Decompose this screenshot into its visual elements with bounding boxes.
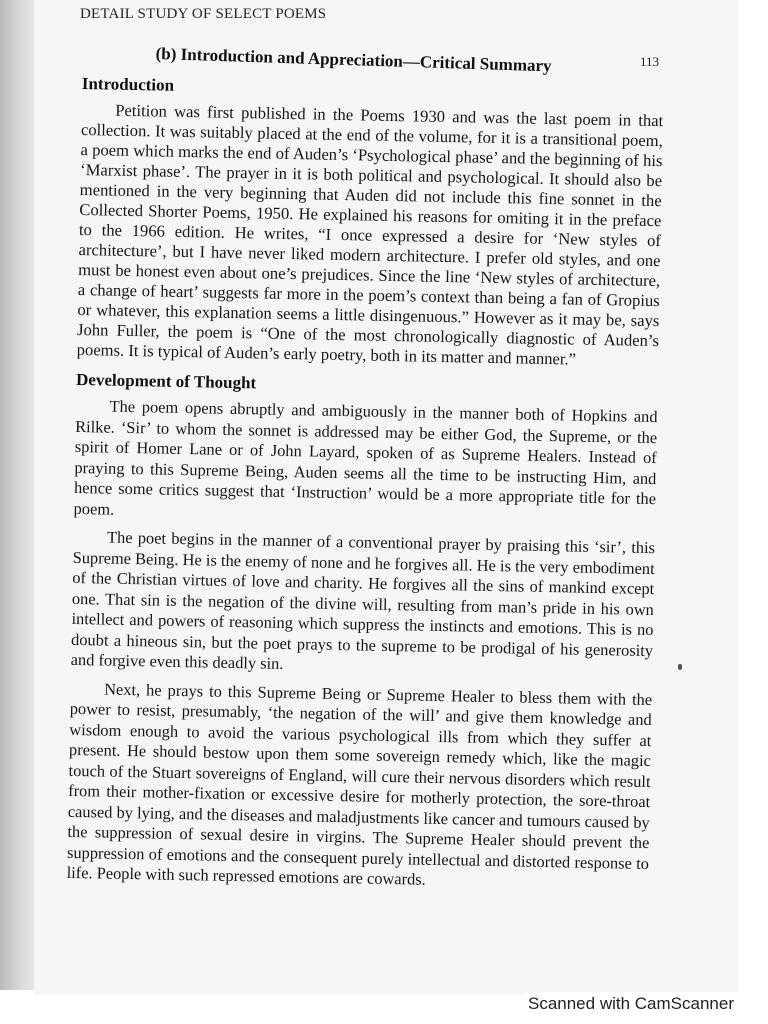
scanner-watermark: Scanned with CamScanner [524, 992, 738, 1016]
page-content [66, 74, 663, 895]
heading-introduction: Introduction [81, 74, 175, 95]
heading-development-of-thought: Development of Thought [75, 369, 257, 393]
paragraph-introduction: Petition was first published in the Poems 1930 and was the last poem in that collection. It was suitably placed at the end of the volume, for it is a transitional poem, a poem which marks the end of Auden’s ‘Psychological phase’ and the beginning of his ‘Marxist phase’. The prayer in it is both political and psychological. It should also be mentioned in the very beginning that Auden did not include this fine sonnet in the Collected Shorter Poems, 1950. He explained his reasons for omiting it in the preface to the 1966 edition. He writes, “I once expressed a desire for ‘New styles of architecture’, but I have never liked modern architecture. I prefer old styles, and one must be honest even about one’s prejudices. Since the line ‘New styles of architecture, a change of heart’ suggests far more in the poem’s context than being a fan of Gropius or whatever, this explanation seems a little disingenuous.” However as it may be, says John Fuller, the poem is “One of the most chronologically diagnostic of Auden’s poems. It is typical of Auden’s early poetry, both in its matter and manner.” [76, 100, 664, 369]
running-head: DETAIL STUDY OF SELECT POEMS [80, 6, 327, 22]
pencil-mark [678, 664, 682, 670]
paragraph-prayer: The poet begins in the manner of a conventional prayer by praising this ‘sir’, this Supreme Being. He is the enemy of none and he forgives all. He is the very embodiment of the Christian virtues of love and charity. He forgives all the sins of mankind except one. That sin is the negation of the divine will, resulting from man’s pride in his own intellect and powers of reasoning which suppress the instincts and emotions. This is no doubt a hineous sin, but the poet prays to the supreme to be prodigal of his generosity and forgive even this deadly sin. [70, 527, 656, 673]
section-title: (b) Introduction and Appreciation—Critical Summary [155, 44, 552, 76]
paragraph-opening: The poem opens abruptly and ambiguously in the manner both of Hopkins and Rilke. ‘Sir’ to whom the sonnet is addressed may be either God, the Supreme, or the spirit of Homer Lane or of John Layard, spoken of as Supreme Healers. Instead of praying to this Supreme Being, Auden seems all the time to be instructing Him, and hence some critics suggest that ‘Instruction’ would be a more appropriate title for the poem. [73, 396, 658, 519]
paragraph-healer: Next, he prays to this Supreme Being or Supreme Healer to bless them with the power to resist, presumably, ‘the negation of the will’ and give them knowledge and wisdom enough to avoid the various psychological ills from which they suffer at present. He should bestow upon them some sovereign remedy which, like the magic touch of the Stuart sovereigns of England, will cure their nervous disorders which result from their mother-fixation or excessive desire for motherly protection, the sore-throat caused by lying, and the diseases and maladjustments like cancer and tumours caused by the suppression of sexual desire in virgins. The Supreme Healer should prevent the suppression of emotions and the consequent purely intellectual and distorted response to life. People with such repressed emotions are cowards. [66, 679, 653, 889]
page-number: 113 [640, 54, 660, 69]
